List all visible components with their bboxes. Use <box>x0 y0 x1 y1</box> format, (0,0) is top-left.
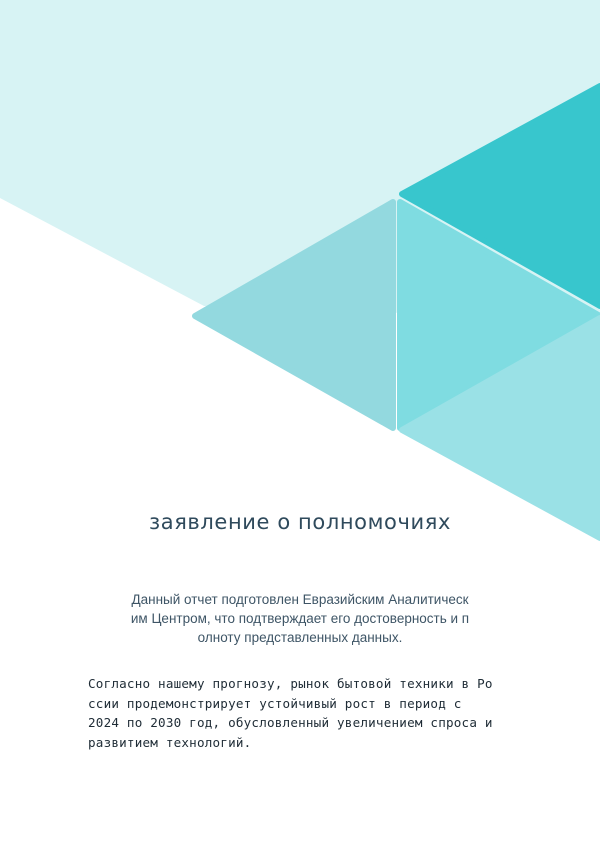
forecast-line: 2024 по 2030 год, обусловленный увеличением спроса и <box>88 715 493 730</box>
intro-line: им Центром, что подтверждает его достоверность и п <box>130 611 470 626</box>
intro-line: олноту представленных данных. <box>197 630 403 645</box>
page-title: заявление о полномочиях <box>148 510 452 534</box>
forecast-line: Согласно нашему прогнозу, рынок бытовой техники в Ро <box>88 676 493 691</box>
forecast-line: развитием технологий. <box>88 734 252 750</box>
intro-line: Данный отчет подготовлен Евразийским Аналитическ <box>131 592 469 607</box>
forecast-paragraph <box>88 674 528 752</box>
forecast-line: ссии продемонстрирует устойчивый рост в период с <box>88 695 462 711</box>
intro-paragraph <box>110 590 490 647</box>
